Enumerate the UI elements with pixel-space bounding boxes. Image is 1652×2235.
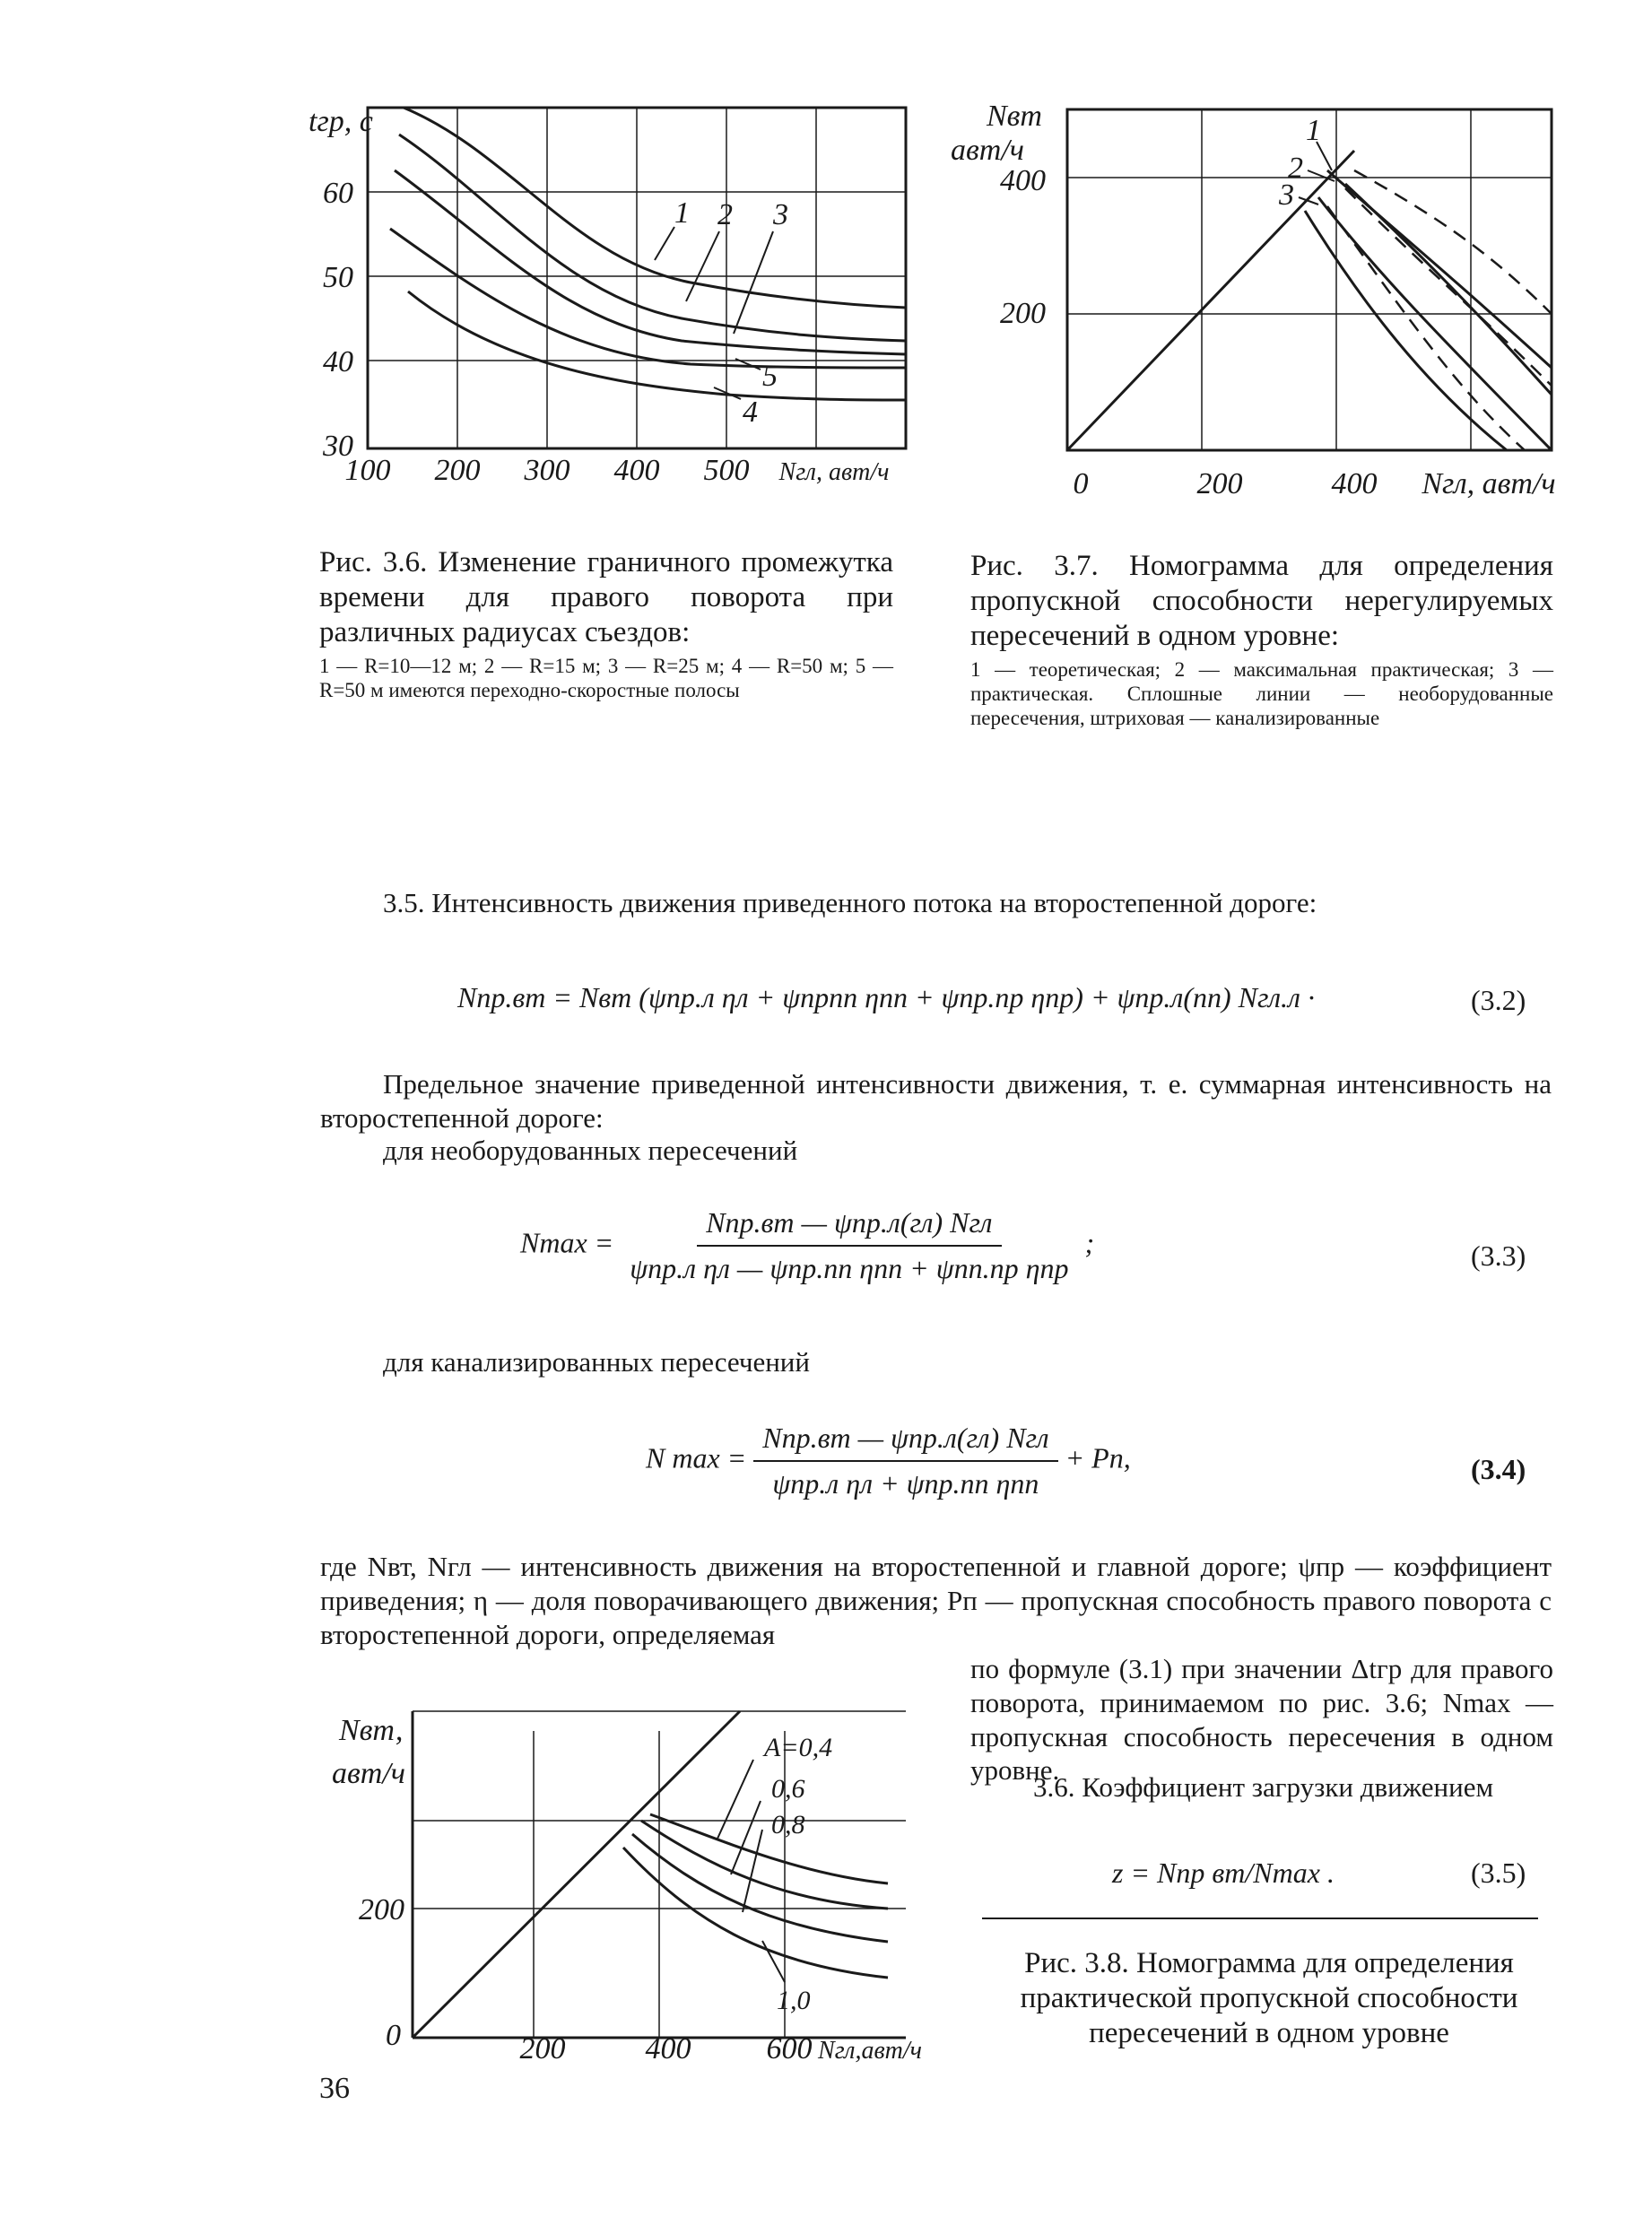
fig36-y-tick-30: 30 <box>323 430 353 463</box>
fig38-x-tick-200: 200 <box>519 2032 566 2063</box>
fig36-x-tick-400: 400 <box>613 454 660 484</box>
fig37-x-axis-label: Nгл, авт/ч <box>1422 467 1556 500</box>
fig36-curve-label-4: 4 <box>743 396 758 429</box>
fig37-y-tick-400: 400 <box>1000 164 1046 197</box>
fig36-x-axis-label: Nгл, авт/ч <box>778 458 890 484</box>
fig37-curve-label-3: 3 <box>1279 178 1294 212</box>
fig36-curve-label-1: 1 <box>674 196 690 230</box>
fig36-y-tick-50: 50 <box>323 261 353 294</box>
paragraph-where-cont: по формуле (3.1) при значении Δtгр для правого поворота, принимаемом по рис. 3.6; Nmax — пропускная способность пересечения в одном уровне. <box>970 1653 1553 1787</box>
rule-divider <box>982 1918 1538 1919</box>
formula-3-2: Nпр.вт = Nвт (ψпр.л ηл + ψпрпп ηпп + ψпр.пр ηпр) + ψпр.л(пп) Nгл.л · <box>457 981 1315 1013</box>
paragraph-3-5: 3.5. Интенсивность движения приведенного потока на второстепенной дороге: <box>383 887 1317 918</box>
fig37-curve-2-dashed <box>1345 188 1552 386</box>
paragraph-unequipped: для необорудованных пересечений <box>383 1135 798 1166</box>
fig38-y-tick-0: 0 <box>386 2019 401 2052</box>
fig37-x-tick-200: 200 <box>1196 467 1243 500</box>
fig36-curve-2 <box>399 135 906 341</box>
fig37-x-tick-0: 0 <box>1073 467 1089 500</box>
fig36-curve-5 <box>390 229 906 368</box>
fig37-caption-title: Рис. 3.7. Номограмма для определения пропускной способности нерегулируемых пересечений в одном уровне: <box>970 550 1553 652</box>
paragraph-where: где Nвт, Nгл — интенсивность движения на второстепенной и главной дороге; ψпр — коэффициент приведения; η — доля поворачивающего движения; Pп — пропускная способность правого поворота с второстепенной дороги, определяемая <box>320 1551 1552 1650</box>
fig37-grid <box>1067 109 1552 450</box>
fig37-caption <box>970 549 1553 730</box>
fig36-caption-title: Рис. 3.6. Изменение граничного промежутка времени для правого поворота при различных радиусах съездов: <box>319 546 893 648</box>
fig38-y-tick-200: 200 <box>359 1893 404 1926</box>
fig37-y-axis-label-2: авт/ч <box>951 134 1024 167</box>
fig38-curve-a08 <box>632 1834 888 1942</box>
formula-3-2-number: (3.2) <box>1471 984 1526 1016</box>
fig38-y-axis-label-2: авт/ч <box>332 1757 405 1790</box>
formula-3-4 <box>646 1422 1131 1500</box>
formula-3-4-number: (3.4) <box>1471 1453 1526 1485</box>
fig36-x-tick-100: 100 <box>344 454 391 484</box>
fig37-caption-note: 1 — теоретическая; 2 — максимальная практическая; 3 — практическая. Сплошные линии — необорудованные пересечения, штриховая — канализированные <box>970 657 1553 730</box>
page-number: 36 <box>319 2072 350 2105</box>
formula-3-4-denominator: ψпр.л ηл + ψпр.пп ηпп <box>772 1467 1039 1500</box>
fig37-x-tick-400: 400 <box>1331 467 1378 500</box>
formula-3-3-numerator: Nпр.вт — ψпр.л(гл) Nгл <box>697 1206 1001 1247</box>
fig36-y-tick-60: 60 <box>323 177 353 210</box>
fig38-curve-a06 <box>641 1821 888 1909</box>
fig36-grid <box>368 108 906 448</box>
figure-3-6-chart <box>305 99 933 484</box>
fig38-y-axis-label-1: Nвт, <box>339 1714 404 1747</box>
fig36-curve-label-3: 3 <box>773 198 788 231</box>
formula-3-3-lhs: Nmax = <box>520 1226 614 1259</box>
fig36-curve-label-5: 5 <box>762 360 778 393</box>
fig38-curve-label-a10: 1,0 <box>777 1986 811 2015</box>
fig36-y-tick-40: 40 <box>323 345 353 378</box>
fig36-caption <box>319 545 893 702</box>
formula-3-3-denominator: ψпр.л ηл — ψпр.пп ηпп + ψпп.пр ηпр <box>630 1252 1069 1284</box>
formula-3-3-tail: ; <box>1084 1226 1095 1259</box>
fig37-curves <box>1067 151 1552 450</box>
figure-3-8-chart <box>332 1704 951 2063</box>
fig38-caption: Рис. 3.8. Номограмма для определения практической пропускной способности пересечений в одном уровне <box>1020 1947 1518 2049</box>
figure-3-7-chart <box>951 99 1587 511</box>
formula-3-3-fraction <box>621 1206 1077 1285</box>
fig38-x-tick-600: 600 <box>766 2032 813 2063</box>
fig37-dashed-curves <box>1327 170 1552 450</box>
fig36-caption-note: 1 — R=10—12 м; 2 — R=15 м; 3 — R=25 м; 4 — R=50 м; 5 — R=50 м имеются переходно-скоростные полосы <box>319 654 893 701</box>
fig38-x-axis-label: Nгл,авт/ч <box>818 2037 922 2063</box>
formula-3-3 <box>520 1206 1094 1285</box>
fig38-curve-label-a06: 0,6 <box>771 1774 805 1804</box>
fig36-x-tick-300: 300 <box>524 454 570 484</box>
fig36-y-axis-label: tгр, с <box>309 105 373 138</box>
formula-3-3-number: (3.3) <box>1471 1239 1526 1272</box>
fig37-curve-label-1: 1 <box>1306 114 1321 147</box>
fig36-x-tick-500: 500 <box>703 454 750 484</box>
fig38-curve-label-a08: 0,8 <box>771 1810 805 1839</box>
paragraph-3-6: 3.6. Коэффициент загрузки движением <box>1033 1771 1494 1803</box>
fig37-y-tick-200: 200 <box>1000 297 1046 330</box>
fig37-curve-1-solid <box>1345 184 1552 395</box>
fig36-curve-4 <box>408 291 906 400</box>
fig36-curves <box>390 108 906 400</box>
fig37-curve-label-2: 2 <box>1288 152 1303 185</box>
fig38-theoretical-line <box>413 1711 740 2038</box>
fig37-curve-3a-solid <box>1318 197 1552 450</box>
fig37-theoretical-line <box>1067 151 1354 450</box>
formula-3-5-number: (3.5) <box>1471 1857 1526 1889</box>
formula-3-5: z = Nпр вт/Nmax . <box>1112 1857 1335 1889</box>
fig37-y-axis-label-1: Nвт <box>987 100 1042 133</box>
formula-3-4-tail: + Pп, <box>1065 1441 1131 1474</box>
formula-3-4-fraction <box>753 1422 1057 1500</box>
fig38-curve-a10 <box>623 1848 888 1978</box>
fig38-curve-label-a04: A=0,4 <box>764 1733 833 1762</box>
formula-3-4-lhs: N max = <box>646 1441 747 1474</box>
fig36-curve-1 <box>404 108 906 308</box>
fig36-curve-3 <box>395 170 906 354</box>
formula-3-4-numerator: Nпр.вт — ψпр.л(гл) Nгл <box>753 1422 1057 1462</box>
fig36-curve-label-2: 2 <box>717 198 733 231</box>
fig38-x-tick-400: 400 <box>645 2032 691 2063</box>
paragraph-channel: для канализированных пересечений <box>383 1346 810 1378</box>
fig36-x-tick-200: 200 <box>434 454 481 484</box>
paragraph-limit: Предельное значение приведенной интенсивности движения, т. е. суммарная интенсивность на второстепенной дороге: <box>320 1068 1552 1134</box>
fig36-leaders <box>655 227 773 399</box>
